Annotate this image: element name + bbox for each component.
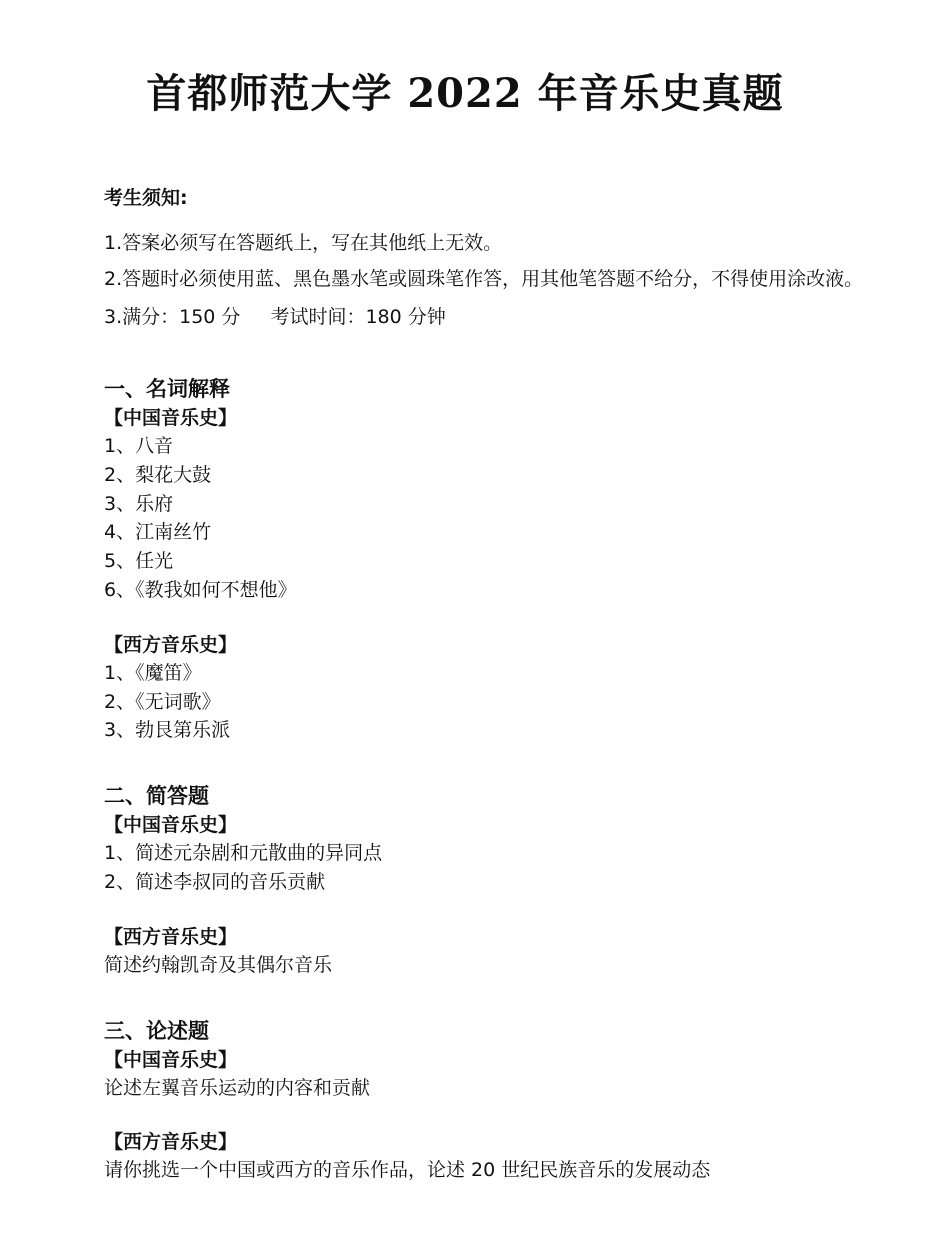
question-list	[104, 659, 874, 745]
question-item: 1、简述元杂剧和元散曲的异同点	[104, 842, 383, 865]
question-item: 简述约翰凯奇及其偶尔音乐	[104, 953, 333, 976]
notice-block	[104, 184, 874, 332]
question-item: 5、任光	[104, 550, 174, 573]
page-title: 首都师范大学 2022 年音乐史真题	[146, 70, 784, 117]
section-heading: 三、论述题	[104, 1018, 209, 1043]
part-label-chinese: 【中国音乐史】	[104, 814, 238, 837]
part-label-western: 【西方音乐史】	[104, 925, 238, 948]
question-item: 2、梨花大鼓	[104, 463, 212, 486]
question-item: 3、乐府	[104, 492, 174, 515]
question-list	[104, 839, 874, 897]
section-essay	[104, 1016, 874, 1186]
part-label-chinese: 【中国音乐史】	[104, 1048, 238, 1071]
part-label-western: 【西方音乐史】	[104, 1131, 238, 1154]
question-list	[104, 1156, 874, 1185]
question-item: 1、八音	[104, 435, 174, 457]
question-item: 1、《魔笛》	[104, 661, 202, 684]
section-noun-explanation	[104, 374, 874, 745]
question-item: 请你挑选一个中国或西方的音乐作品，论述 20 世纪民族音乐的发展动态	[104, 1159, 711, 1182]
section-short-answer	[104, 781, 874, 979]
notice-item: 1.答案必须写在答题纸上，写在其他纸上无效。	[104, 232, 503, 254]
exam-content	[104, 184, 874, 1185]
question-item: 3、勃艮第乐派	[104, 719, 231, 742]
question-item: 2、《无词歌》	[104, 690, 221, 713]
score-time-line	[104, 302, 874, 332]
exam-time: 考试时间：180 分钟	[270, 306, 446, 328]
question-item: 2、简述李叔同的音乐贡献	[104, 870, 326, 893]
part-label-western: 【西方音乐史】	[104, 633, 238, 656]
question-item: 4、江南丝竹	[104, 521, 212, 544]
part-label-chinese: 【中国音乐史】	[104, 407, 238, 429]
question-item: 论述左翼音乐运动的内容和贡献	[104, 1076, 371, 1099]
full-score: 3.满分：150 分	[104, 306, 241, 328]
section-heading: 二、简答题	[104, 784, 209, 809]
notice-item: 2.答题时必须使用蓝、黑色墨水笔或圆珠笔作答，用其他笔答题不给分，不得使用涂改液。	[104, 268, 864, 290]
section-heading: 一、名词解释	[104, 377, 230, 401]
question-item: 6、《教我如何不想他》	[104, 578, 297, 601]
question-list	[104, 432, 874, 605]
question-list	[104, 951, 874, 980]
notice-heading: 考生须知:	[104, 187, 188, 209]
question-list	[104, 1074, 874, 1103]
